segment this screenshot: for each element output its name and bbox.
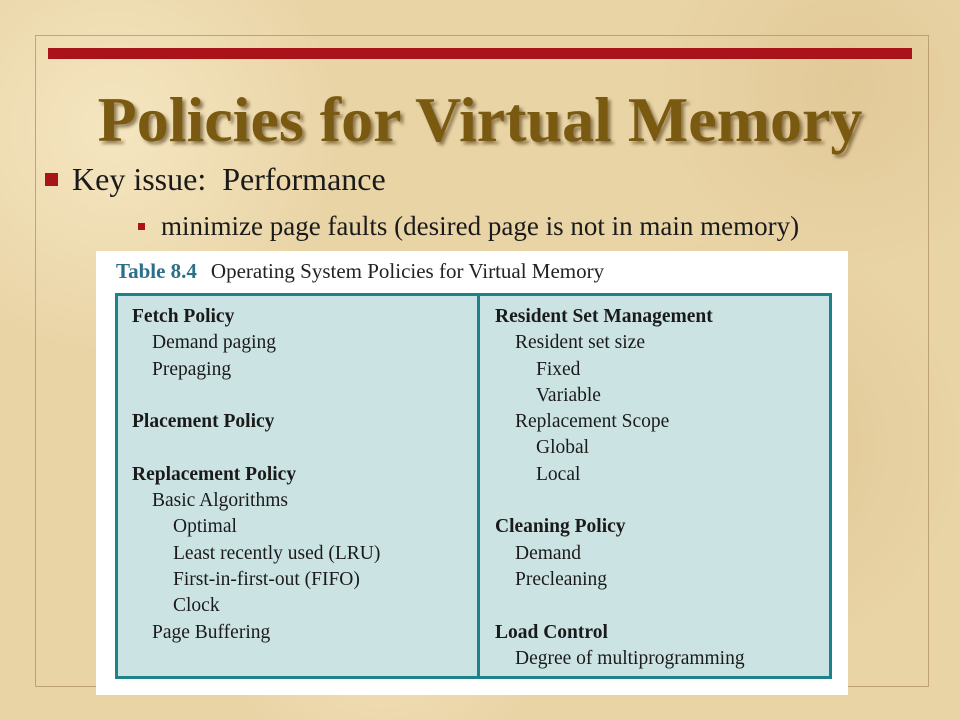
table-section-heading: Resident Set Management [495,306,713,327]
table-section-heading: Load Control [495,621,608,643]
table-caption-text: Operating System Policies for Virtual Memory [210,259,605,283]
table-subitem: Page Buffering [152,621,271,643]
table-subsubitem: Least recently used (LRU) [173,542,381,564]
bullet-key-issue [45,161,386,197]
table-section-heading: Replacement Policy [132,463,297,485]
table-subitem: Resident set size [515,332,645,354]
table-subitem: Demand paging [152,332,277,354]
table-subitem: Basic Algorithms [152,490,288,512]
table-caption-number: Table 8.4 [116,259,197,283]
table-subitem: Degree of multiprogramming [515,647,745,669]
table-section-heading: Fetch Policy [132,306,235,327]
square-bullet-icon [45,173,58,186]
table-subsubitem: Clock [173,595,220,617]
table-subsubitem: Variable [536,384,601,406]
table-spacer [495,488,829,514]
bullet-minimize-faults-text: minimize page faults (desired page is not in main memory) [161,210,800,241]
slide-title: Policies for Virtual Memory [97,84,863,155]
table-spacer [132,383,477,409]
table-caption [116,259,604,284]
table-subsubitem: Fixed [536,358,581,380]
table-spacer [495,593,829,619]
table-left-column [118,296,480,676]
policies-table-figure [96,251,848,695]
bullet-key-issue-text: Key issue: Performance [72,160,386,197]
bullet-minimize-faults [138,209,799,243]
table-subsubitem: First-in-first-out (FIFO) [173,568,360,590]
table-subitem: Demand [515,542,582,564]
table-section-heading: Cleaning Policy [495,516,626,538]
table-subsubitem: Local [536,463,581,485]
title-accent-bar [48,48,912,59]
table-spacer [132,435,477,461]
table-subsubitem: Global [536,437,590,459]
table-subsubitem: Optimal [173,516,237,538]
table-subitem: Precleaning [515,568,608,590]
table-section-heading: Placement Policy [132,411,275,433]
table-right-column [480,296,829,676]
table-subitem: Replacement Scope [515,411,670,433]
small-square-bullet-icon [138,223,145,230]
table-subitem: Prepaging [152,358,232,380]
policies-table [115,293,832,679]
